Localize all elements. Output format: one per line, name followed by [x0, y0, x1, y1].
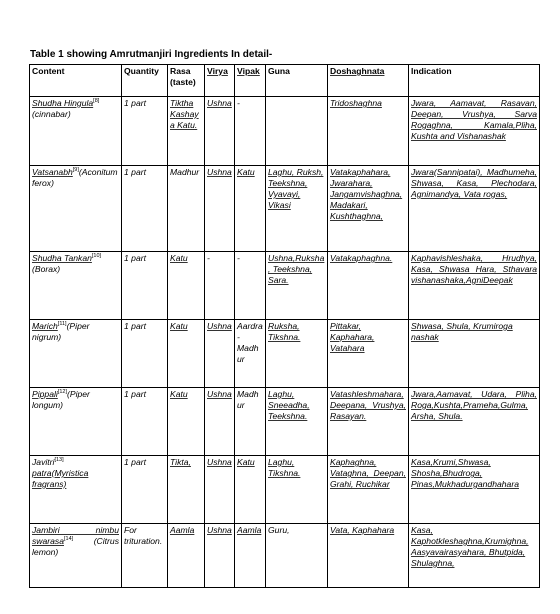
- table-header-row: [30, 65, 540, 97]
- table-row: [30, 320, 540, 388]
- cell-virya: Ushna: [205, 524, 235, 588]
- cell-rasa: Aamla: [168, 524, 205, 588]
- cell-content: Pippali[12](Piper longum): [30, 388, 122, 456]
- cell-content: Shudha Hingula[8](cinnabar): [30, 97, 122, 166]
- cell-guna: [266, 97, 328, 166]
- cell-doshaghnata: Vatashleshmahara, Deepana, Vrushya, Rasayan.: [328, 388, 409, 456]
- cell-vipak: -: [235, 252, 266, 320]
- cell-virya: Ushna: [205, 388, 235, 456]
- table-row: [30, 97, 540, 166]
- cell-quantity: 1 part: [122, 166, 168, 252]
- cell-indication: Jwara, Aamavat, Rasavan, Deepan, Vrushya, Sarva Rogaghna, Kamala,Pliha, Kushta and Vishanashak: [409, 97, 540, 166]
- table-row: [30, 252, 540, 320]
- cell-content: Javitri[13] patra(Myristica fragrans): [30, 456, 122, 524]
- header-virya: Virya: [205, 65, 235, 97]
- cell-quantity: For trituration.: [122, 524, 168, 588]
- cell-rasa: Katu: [168, 388, 205, 456]
- cell-guna: Ruksha, Tikshna.: [266, 320, 328, 388]
- cell-indication: Jwara(Sannipatai), Madhumeha, Shwasa, Kasa, Plechodara, Agnimandya, Vata rogas,: [409, 166, 540, 252]
- table-row: [30, 524, 540, 588]
- cell-vipak: Aamla: [235, 524, 266, 588]
- cell-vipak: Madhur: [235, 388, 266, 456]
- cell-rasa: Tikta,: [168, 456, 205, 524]
- cell-quantity: 1 part: [122, 252, 168, 320]
- header-content: Content: [30, 65, 122, 97]
- cell-vipak: Aardra-Madhur: [235, 320, 266, 388]
- cell-virya: Ushna: [205, 320, 235, 388]
- cell-content: Jambiri nimbu swarasa[14] (Citrus lemon): [30, 524, 122, 588]
- cell-quantity: 1 part: [122, 456, 168, 524]
- cell-doshaghnata: Vatakaphaghna.: [328, 252, 409, 320]
- cell-doshaghnata: Tridoshaghna: [328, 97, 409, 166]
- cell-guna: Laghu, Tikshna.: [266, 456, 328, 524]
- cell-quantity: 1 part: [122, 320, 168, 388]
- table-row: [30, 388, 540, 456]
- cell-vipak: Katu: [235, 166, 266, 252]
- header-doshaghnata: Doshaghnata: [328, 65, 409, 97]
- cell-indication: Jwara,Aamavat, Udara, Pliha, Roga,Kushta,Prameha,Gulma, Arsha, Shula.: [409, 388, 540, 456]
- cell-indication: Kasa, Kaphotkleshaghna,Krumighna, Aasyavairasyahara, Bhutpida, Shulaghna,: [409, 524, 540, 588]
- cell-doshaghnata: Pittakar, Kaphahara, Vatahara: [328, 320, 409, 388]
- cell-guna: Guru,: [266, 524, 328, 588]
- cell-virya: Ushna: [205, 456, 235, 524]
- cell-guna: Ushna,Ruksha, Teekshna, Sara.: [266, 252, 328, 320]
- cell-indication: Kaphavishleshaka, Hrudhya, Kasa, Shwasa Hara, Sthavara vishanashaka,AgniDeepak: [409, 252, 540, 320]
- cell-doshaghnata: Vata, Kaphahara: [328, 524, 409, 588]
- cell-content: Vatsanabh[9](Aconitum ferox): [30, 166, 122, 252]
- header-quantity: Quantity: [122, 65, 168, 97]
- cell-guna: Laghu, Sneeadha, Teekshna.: [266, 388, 328, 456]
- header-indication: Indication: [409, 65, 540, 97]
- ingredients-table: [29, 64, 540, 588]
- cell-content: Marich[11](Piper nigrum): [30, 320, 122, 388]
- cell-quantity: 1 part: [122, 97, 168, 166]
- cell-indication: Shwasa, Shula, Krumiroga nashak: [409, 320, 540, 388]
- cell-indication: Kasa,Krumi,Shwasa, Shosha,Bhudroga, Pinas,Mukhadurgandhahara: [409, 456, 540, 524]
- cell-quantity: 1 part: [122, 388, 168, 456]
- header-rasa: Rasa (taste): [168, 65, 205, 97]
- cell-virya: Ushna: [205, 166, 235, 252]
- header-vipak: Vipak: [235, 65, 266, 97]
- cell-virya: -: [205, 252, 235, 320]
- cell-virya: Ushna: [205, 97, 235, 166]
- cell-vipak: Katu: [235, 456, 266, 524]
- header-guna: Guna: [266, 65, 328, 97]
- cell-doshaghnata: Kaphaghna, Vataghna, Deepan, Grahi, Ruchikar: [328, 456, 409, 524]
- cell-rasa: Madhur: [168, 166, 205, 252]
- cell-guna: Laghu, Ruksh, Teekshna, Vyavayi, Vikasi: [266, 166, 328, 252]
- cell-rasa: Katu: [168, 320, 205, 388]
- table-row: [30, 456, 540, 524]
- cell-content: Shudha Tankan[10](Borax): [30, 252, 122, 320]
- cell-rasa: Tiktha Kashaya Katu.: [168, 97, 205, 166]
- table-caption: Table 1 showing Amrutmanjiri Ingredients In detail-: [30, 49, 273, 60]
- cell-rasa: Katu: [168, 252, 205, 320]
- table-row: [30, 166, 540, 252]
- cell-doshaghnata: Vatakaphahara, Jwarahara, Jangamvishaghna, Madakari, Kushthaghna,: [328, 166, 409, 252]
- cell-vipak: -: [235, 97, 266, 166]
